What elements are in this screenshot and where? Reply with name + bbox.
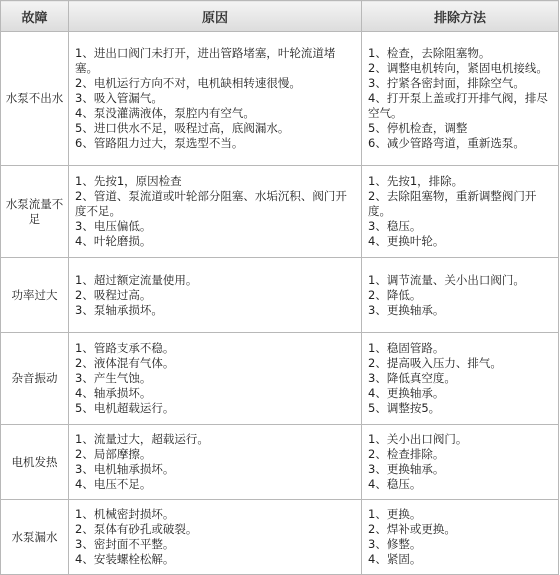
header-fault: 故障 <box>1 1 69 32</box>
table-row <box>1 258 559 333</box>
remedy-line: 1、调节流量、关小出口阀门。 <box>368 272 525 287</box>
remedy-cell <box>362 258 559 333</box>
cause-line: 1、流量过大，超载运行。 <box>75 432 209 446</box>
cause-line: 2、吸程过高。 <box>75 287 152 302</box>
header-cause: 原因 <box>69 1 362 32</box>
remedy-line: 2、去除阻塞物，重新调整阀门开度。 <box>368 189 537 218</box>
fault-cell: 水泵流量不足 <box>1 166 69 258</box>
cause-line: 2、电机运行方向不对，电机缺相转速很慢。 <box>75 76 301 90</box>
cause-cell <box>69 425 362 500</box>
cause-line: 3、吸入管漏气。 <box>75 91 163 105</box>
fault-cell: 电机发热 <box>1 425 69 500</box>
table-row <box>1 500 559 575</box>
fault-cell: 功率过大 <box>1 258 69 333</box>
table-row <box>1 166 559 258</box>
header-remedy: 排除方法 <box>362 1 559 32</box>
cause-line: 2、管道、泵流道或叶轮部分阻塞、水垢沉积、阀门开度不足。 <box>75 189 347 218</box>
cause-line: 3、产生气蚀。 <box>75 371 152 385</box>
remedy-line: 4、打开泵上盖或打开排气阀，排尽空气。 <box>368 91 548 120</box>
remedy-line: 4、更换轴承。 <box>368 386 445 400</box>
cause-line: 6、管路阻力过大，泵选型不当。 <box>75 136 244 150</box>
cause-line: 3、电机轴承损坏。 <box>75 462 175 476</box>
remedy-cell <box>362 166 559 258</box>
remedy-line: 6、减少管路弯道，重新选泵。 <box>368 136 525 150</box>
remedy-line: 3、修整。 <box>368 537 422 551</box>
table-row <box>1 32 559 166</box>
remedy-cell <box>362 333 559 425</box>
cause-line: 3、电压偏低。 <box>75 219 152 233</box>
cause-line: 2、泵体有砂孔或破裂。 <box>75 522 198 536</box>
cause-line: 1、超过额定流量使用。 <box>75 272 198 287</box>
remedy-line: 1、检查，去除阻塞物。 <box>368 46 491 60</box>
remedy-line: 2、焊补或更换。 <box>368 522 456 536</box>
header-row <box>1 1 559 32</box>
cause-cell <box>69 333 362 425</box>
fault-cell: 水泵不出水 <box>1 32 69 166</box>
cause-line: 4、泵没灌满液体，泵腔内有空气。 <box>75 106 255 120</box>
remedy-line: 1、先按1，排除。 <box>368 174 464 188</box>
remedy-line: 4、紧固。 <box>368 552 422 566</box>
cause-cell <box>69 258 362 333</box>
cause-line: 5、进口供水不足，吸程过高，底阀漏水。 <box>75 121 290 135</box>
remedy-cell <box>362 425 559 500</box>
cause-line: 4、叶轮磨损。 <box>75 234 152 248</box>
fault-cell: 水泵漏水 <box>1 500 69 575</box>
cause-line: 4、轴承损坏。 <box>75 386 152 400</box>
cause-cell <box>69 500 362 575</box>
remedy-line: 3、稳压。 <box>368 219 422 233</box>
remedy-line: 1、关小出口阀门。 <box>368 432 468 446</box>
remedy-line: 4、稳压。 <box>368 477 422 491</box>
cause-cell <box>69 166 362 258</box>
remedy-cell <box>362 32 559 166</box>
remedy-cell <box>362 500 559 575</box>
remedy-line: 1、更换。 <box>368 507 422 521</box>
remedy-line: 3、拧紧各密封面，排除空气。 <box>368 76 525 90</box>
remedy-line: 5、停机检查，调整 <box>368 121 468 135</box>
cause-line: 3、密封面不平整。 <box>75 537 175 551</box>
remedy-line: 2、提高吸入压力、排气。 <box>368 356 502 370</box>
table-row <box>1 425 559 500</box>
remedy-line: 2、检查排除。 <box>368 447 445 461</box>
cause-line: 1、管路支承不稳。 <box>75 341 175 355</box>
cause-line: 2、局部摩擦。 <box>75 447 152 461</box>
cause-line: 4、安装螺栓松解。 <box>75 552 175 566</box>
remedy-line: 3、更换轴承。 <box>368 462 445 476</box>
remedy-line: 3、降低真空度。 <box>368 371 456 385</box>
cause-cell <box>69 32 362 166</box>
cause-line: 4、电压不足。 <box>75 477 152 491</box>
cause-line: 1、进出口阀门未打开，进出管路堵塞，叶轮流道堵塞。 <box>75 46 336 75</box>
fault-cell: 杂音振动 <box>1 333 69 425</box>
cause-line: 1、先按1，原因检查 <box>75 174 182 188</box>
remedy-line: 5、调整按5。 <box>368 401 441 415</box>
cause-line: 2、液体混有气体。 <box>75 356 175 370</box>
remedy-line: 1、稳固管路。 <box>368 341 445 355</box>
remedy-line: 2、降低。 <box>368 287 422 302</box>
table-row <box>1 333 559 425</box>
cause-line: 5、电机超载运行。 <box>75 401 175 415</box>
cause-line: 3、泵轴承损坏。 <box>75 302 163 317</box>
cause-line: 1、机械密封损坏。 <box>75 507 175 521</box>
remedy-line: 3、更换轴承。 <box>368 302 445 317</box>
remedy-line: 2、调整电机转向，紧固电机接线。 <box>368 61 548 75</box>
remedy-line: 4、更换叶轮。 <box>368 234 445 248</box>
